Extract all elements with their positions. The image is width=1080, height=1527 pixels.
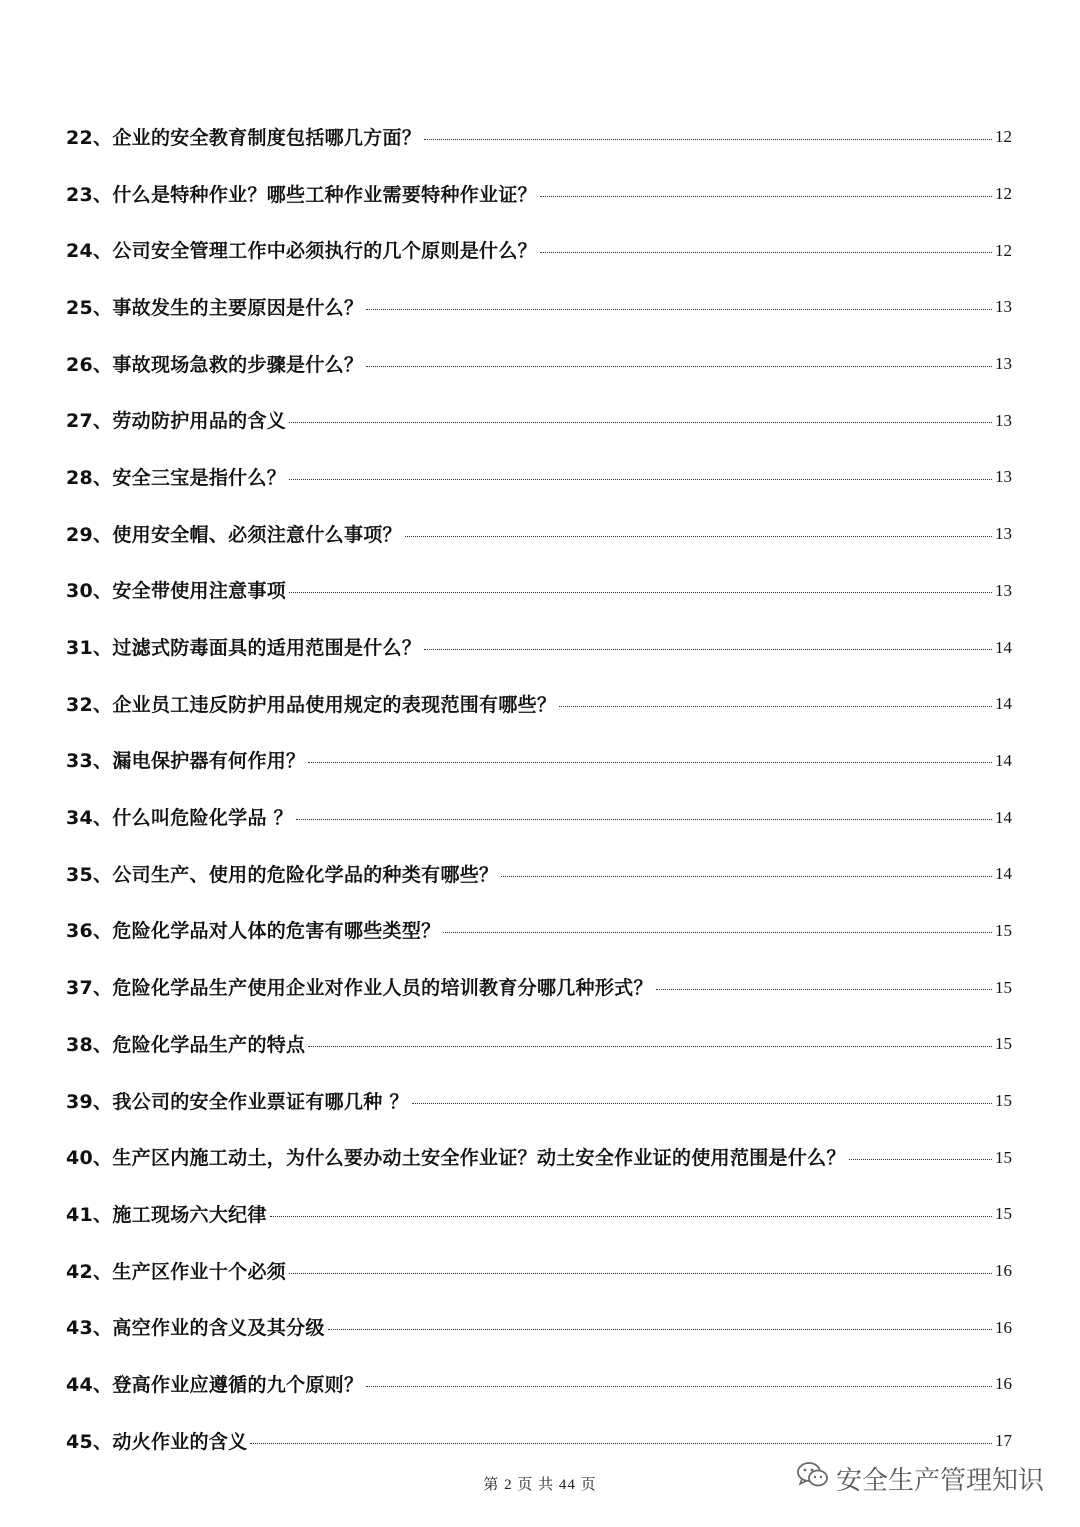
dot-leader: [270, 1216, 992, 1217]
dot-leader: [540, 196, 992, 197]
toc-entry-title: 26、事故现场急救的步骤是什么？: [66, 353, 364, 376]
toc-entry-title: 45、动火作业的含义: [66, 1430, 248, 1453]
toc-entry-page-number: 12: [995, 240, 1012, 260]
toc-entry-title: 38、危险化学品生产的特点: [66, 1033, 306, 1056]
toc-entry-page-number: 14: [995, 750, 1012, 770]
toc-entry[interactable]: [66, 1015, 1012, 1072]
dot-leader: [849, 1159, 992, 1160]
toc-entry-title: 24、公司安全管理工作中必须执行的几个原则是什么？: [66, 240, 537, 263]
dot-leader: [559, 706, 992, 707]
toc-entry[interactable]: [66, 1242, 1012, 1299]
toc-entry-title: 43、高空作业的含义及其分级: [66, 1317, 325, 1340]
toc-entry-page-number: 15: [995, 1147, 1012, 1167]
dot-leader: [366, 1386, 992, 1387]
toc-entry[interactable]: [66, 1298, 1012, 1355]
toc-entry[interactable]: [66, 335, 1012, 392]
toc-entry-page-number: 16: [995, 1374, 1012, 1394]
dot-leader: [443, 932, 992, 933]
toc-entry-title: 23、什么是特种作业？哪些工种作业需要特种作业证？: [66, 183, 537, 206]
dot-leader: [308, 762, 992, 763]
toc-entry-title: 37、危险化学品生产使用企业对作业人员的培训教育分哪几种形式？: [66, 977, 653, 1000]
toc-entry-title: 40、生产区内施工动土，为什么要办动土安全作业证？动土安全作业证的使用范围是什么？: [66, 1147, 846, 1170]
dot-leader: [250, 1443, 992, 1444]
dot-leader: [424, 139, 992, 140]
toc-entry[interactable]: [66, 391, 1012, 448]
toc-entry-page-number: 14: [995, 807, 1012, 827]
toc-entry-title: 42、生产区作业十个必须: [66, 1260, 287, 1283]
toc-entry-title: 29、使用安全帽、必须注意什么事项？: [66, 523, 402, 546]
toc-entry-title: 32、企业员工违反防护用品使用规定的表现范围有哪些？: [66, 693, 557, 716]
dot-leader: [289, 592, 992, 593]
dot-leader: [296, 819, 992, 820]
toc-entry-title: 30、安全带使用注意事项: [66, 580, 287, 603]
wechat-icon: [796, 1460, 836, 1497]
toc-entry[interactable]: [66, 902, 1012, 959]
toc-entry-page-number: 14: [995, 637, 1012, 657]
toc-entry-page-number: 16: [995, 1317, 1012, 1337]
dot-leader: [289, 1273, 992, 1274]
toc-entry[interactable]: [66, 108, 1012, 165]
toc-entry-title: 22、企业的安全教育制度包括哪几方面？: [66, 126, 422, 149]
dot-leader: [366, 309, 992, 310]
toc-entry[interactable]: [66, 165, 1012, 222]
toc-entry-page-number: 15: [995, 1034, 1012, 1054]
dot-leader: [424, 649, 992, 650]
toc-entry-page-number: 14: [995, 864, 1012, 884]
dot-leader: [405, 536, 992, 537]
toc-entry-page-number: 13: [995, 467, 1012, 487]
toc-entry-page-number: 15: [995, 920, 1012, 940]
toc-entry-page-number: 12: [995, 184, 1012, 204]
dot-leader: [501, 876, 992, 877]
toc-entry-title: 36、危险化学品对人体的危害有哪些类型？: [66, 920, 441, 943]
page-number-label: 第 2 页 共 44 页: [483, 1477, 597, 1493]
toc-entry-page-number: 13: [995, 410, 1012, 430]
toc-entry-title: 39、我公司的安全作业票证有哪几种 ？: [66, 1090, 409, 1113]
dot-leader: [328, 1329, 992, 1330]
toc-entry-title: 41、施工现场六大纪律: [66, 1203, 267, 1226]
table-of-contents: [66, 108, 1012, 1469]
toc-entry-page-number: 13: [995, 297, 1012, 317]
toc-entry[interactable]: [66, 675, 1012, 732]
watermark-text: 安全生产管理知识: [835, 1466, 1044, 1496]
toc-entry[interactable]: [66, 448, 1012, 505]
toc-entry-page-number: 13: [995, 580, 1012, 600]
toc-entry-page-number: 13: [995, 524, 1012, 544]
toc-entry-title: 44、登高作业应遵循的九个原则？: [66, 1373, 364, 1396]
toc-entry[interactable]: [66, 1355, 1012, 1412]
dot-leader: [656, 989, 992, 990]
toc-entry-page-number: 16: [995, 1261, 1012, 1281]
toc-entry-page-number: 13: [995, 354, 1012, 374]
dot-leader: [289, 479, 992, 480]
dot-leader: [540, 252, 992, 253]
toc-entry-title: 27、劳动防护用品的含义: [66, 410, 287, 433]
toc-entry-title: 28、安全三宝是指什么？: [66, 466, 287, 489]
toc-entry-page-number: 15: [995, 1091, 1012, 1111]
toc-entry-page-number: 15: [995, 977, 1012, 997]
dot-leader: [308, 1046, 992, 1047]
toc-entry-title: 35、公司生产、使用的危险化学品的种类有哪些？: [66, 863, 499, 886]
toc-entry-page-number: 17: [995, 1431, 1012, 1451]
toc-entry[interactable]: [66, 221, 1012, 278]
toc-entry[interactable]: [66, 1072, 1012, 1129]
toc-entry[interactable]: [66, 732, 1012, 789]
watermark: [796, 1460, 1044, 1497]
dot-leader: [366, 366, 992, 367]
toc-entry[interactable]: [66, 618, 1012, 675]
toc-entry-title: 31、过滤式防毒面具的适用范围是什么？: [66, 637, 422, 660]
toc-entry[interactable]: [66, 1185, 1012, 1242]
toc-entry-title: 33、漏电保护器有何作用？: [66, 750, 306, 773]
toc-entry-page-number: 12: [995, 127, 1012, 147]
toc-entry[interactable]: [66, 958, 1012, 1015]
toc-entry[interactable]: [66, 505, 1012, 562]
dot-leader: [412, 1103, 992, 1104]
toc-entry-page-number: 14: [995, 694, 1012, 714]
toc-entry-title: 34、什么叫危险化学品 ？: [66, 807, 293, 830]
toc-entry[interactable]: [66, 788, 1012, 845]
toc-entry[interactable]: [66, 562, 1012, 619]
toc-entry-title: 25、事故发生的主要原因是什么？: [66, 296, 364, 319]
toc-entry[interactable]: [66, 1128, 1012, 1185]
toc-entry-page-number: 15: [995, 1204, 1012, 1224]
toc-entry[interactable]: [66, 278, 1012, 335]
toc-entry[interactable]: [66, 845, 1012, 902]
dot-leader: [289, 422, 992, 423]
